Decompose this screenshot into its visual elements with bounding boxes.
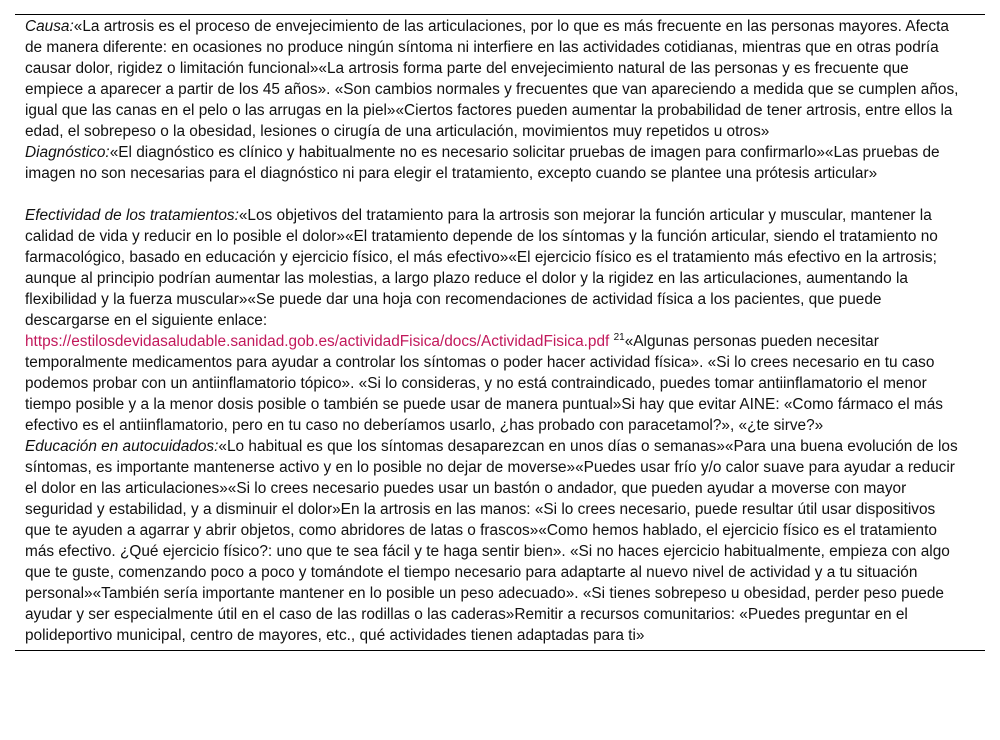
actividad-fisica-link[interactable]: https://estilosdevidasaludable.sanidad.gob.es/actividadFisica/docs/ActividadFisica.pdf	[25, 333, 610, 350]
section-efectividad	[25, 205, 959, 436]
section-diagnostico	[25, 142, 959, 184]
section-body: «Los objetivos del tratamiento para la artrosis son mejorar la función articular y muscular, mantener la calidad de vida y reducir en lo posible el dolor»«El tratamiento depende de los síntomas y la función articular, siendo el tratamiento no farmacológico, basado en educación y ejercicio físico, el más efectivo»«El ejercicio físico es el tratamiento más efectivo en la artrosis; aunque al principio podrían aumentar las molestias, a largo plazo reduce el dolor y la rigidez en las articulaciones, aumentando la flexibilidad y la fuerza muscular»«Se puede dar una hoja con recomendaciones de actividad física a los pacientes, que puede descargarse en el siguiente enlace:	[25, 207, 938, 329]
section-body: «La artrosis es el proceso de envejecimiento de las articulaciones, por lo que es más frecuente en las personas mayores. Afecta de manera diferente: en ocasiones no produce ningún síntoma ni interfiere en las actividades cotidianas, mientras que en otras podría causar dolor, rigidez o limitación funcional»«La artrosis forma parte del envejecimiento natural de las personas y es frecuente que empiece a aparecer a partir de los 45 años». «Son cambios normales y frecuentes que van apareciendo a medida que se cumplen años, igual que las canas en el pelo o las arrugas en la piel»«Ciertos factores pueden aumentar la probabilidad de tener artrosis, entre ellos la edad, el sobrepeso o la obesidad, lesiones o cirugía de una articulación, movimientos muy repetidos u otros»	[25, 18, 959, 140]
section-causa	[25, 16, 959, 142]
section-label: Educación en autocuidados:	[25, 438, 219, 455]
reference-number: 21	[613, 331, 625, 343]
section-label: Diagnóstico:	[25, 144, 110, 161]
section-body: «El diagnóstico es clínico y habitualmente no es necesario solicitar pruebas de imagen para confirmarlo»«Las pruebas de imagen no son necesarias para el diagnóstico ni para elegir el tratamiento, excepto cuando se plantee una prótesis articular»	[25, 144, 940, 182]
blank-line	[15, 184, 985, 205]
section-educacion	[25, 436, 959, 646]
table-cell	[15, 14, 985, 651]
section-label: Causa:	[25, 18, 74, 35]
section-body: «Lo habitual es que los síntomas desaparezcan en unos días o semanas»«Para una buena evolución de los síntomas, es importante mantenerse activo y en lo posible no dejar de moverse»«Puedes usar frío y/o calor suave para ayudar a reducir el dolor en las articulaciones»«Si lo crees necesario puedes usar un bastón o andador, que pueden ayudar a moverse con mayor seguridad y estabilidad, y a disminuir el dolor»En la artrosis en las manos: «Si lo crees necesario, puede resultar útil usar dispositivos que te ayuden a agarrar y abrir objetos, como abridores de latas o frascos»«Como hemos hablado, el ejercicio físico es el tratamiento más efectivo. ¿Qué ejercicio físico?: uno que te sea fácil y te haga sentir bien». «Si no haces ejercicio habitualmente, empieza con algo que te guste, comenzando poco a poco y tomándote el tiempo necesario para adaptarte al nuevo nivel de actividad y a tu situación personal»«También sería importante mantener en lo posible un peso adecuado». «Si tienes sobrepeso u obesidad, perder peso puede ayudar y ser especialmente útil en el caso de las rodillas o las caderas»Remitir a recursos comunitarios: «Puedes preguntar en el polideportivo municipal, centro de mayores, etc., qué actividades tienen adaptadas para ti»	[25, 438, 958, 644]
section-body-continued: «Algunas personas pueden necesitar temporalmente medicamentos para ayudar a controlar los síntomas o poder hacer actividad física». «Si lo crees necesario en tu caso podemos probar con un antiinflamatorio tópico». «Si lo consideras, y no está contraindicado, puedes tomar antiinflamatorio el menor tiempo posible y a la menor dosis posible o también se puede usar de manera puntual»Si hay que evitar AINE: «Como fármaco el más efectivo es el antiinflamatorio, pero en tu caso no deberíamos usarlo, ¿has probado con paracetamol?», «¿te sirve?»	[25, 333, 943, 434]
section-label: Efectividad de los tratamientos:	[25, 207, 239, 224]
